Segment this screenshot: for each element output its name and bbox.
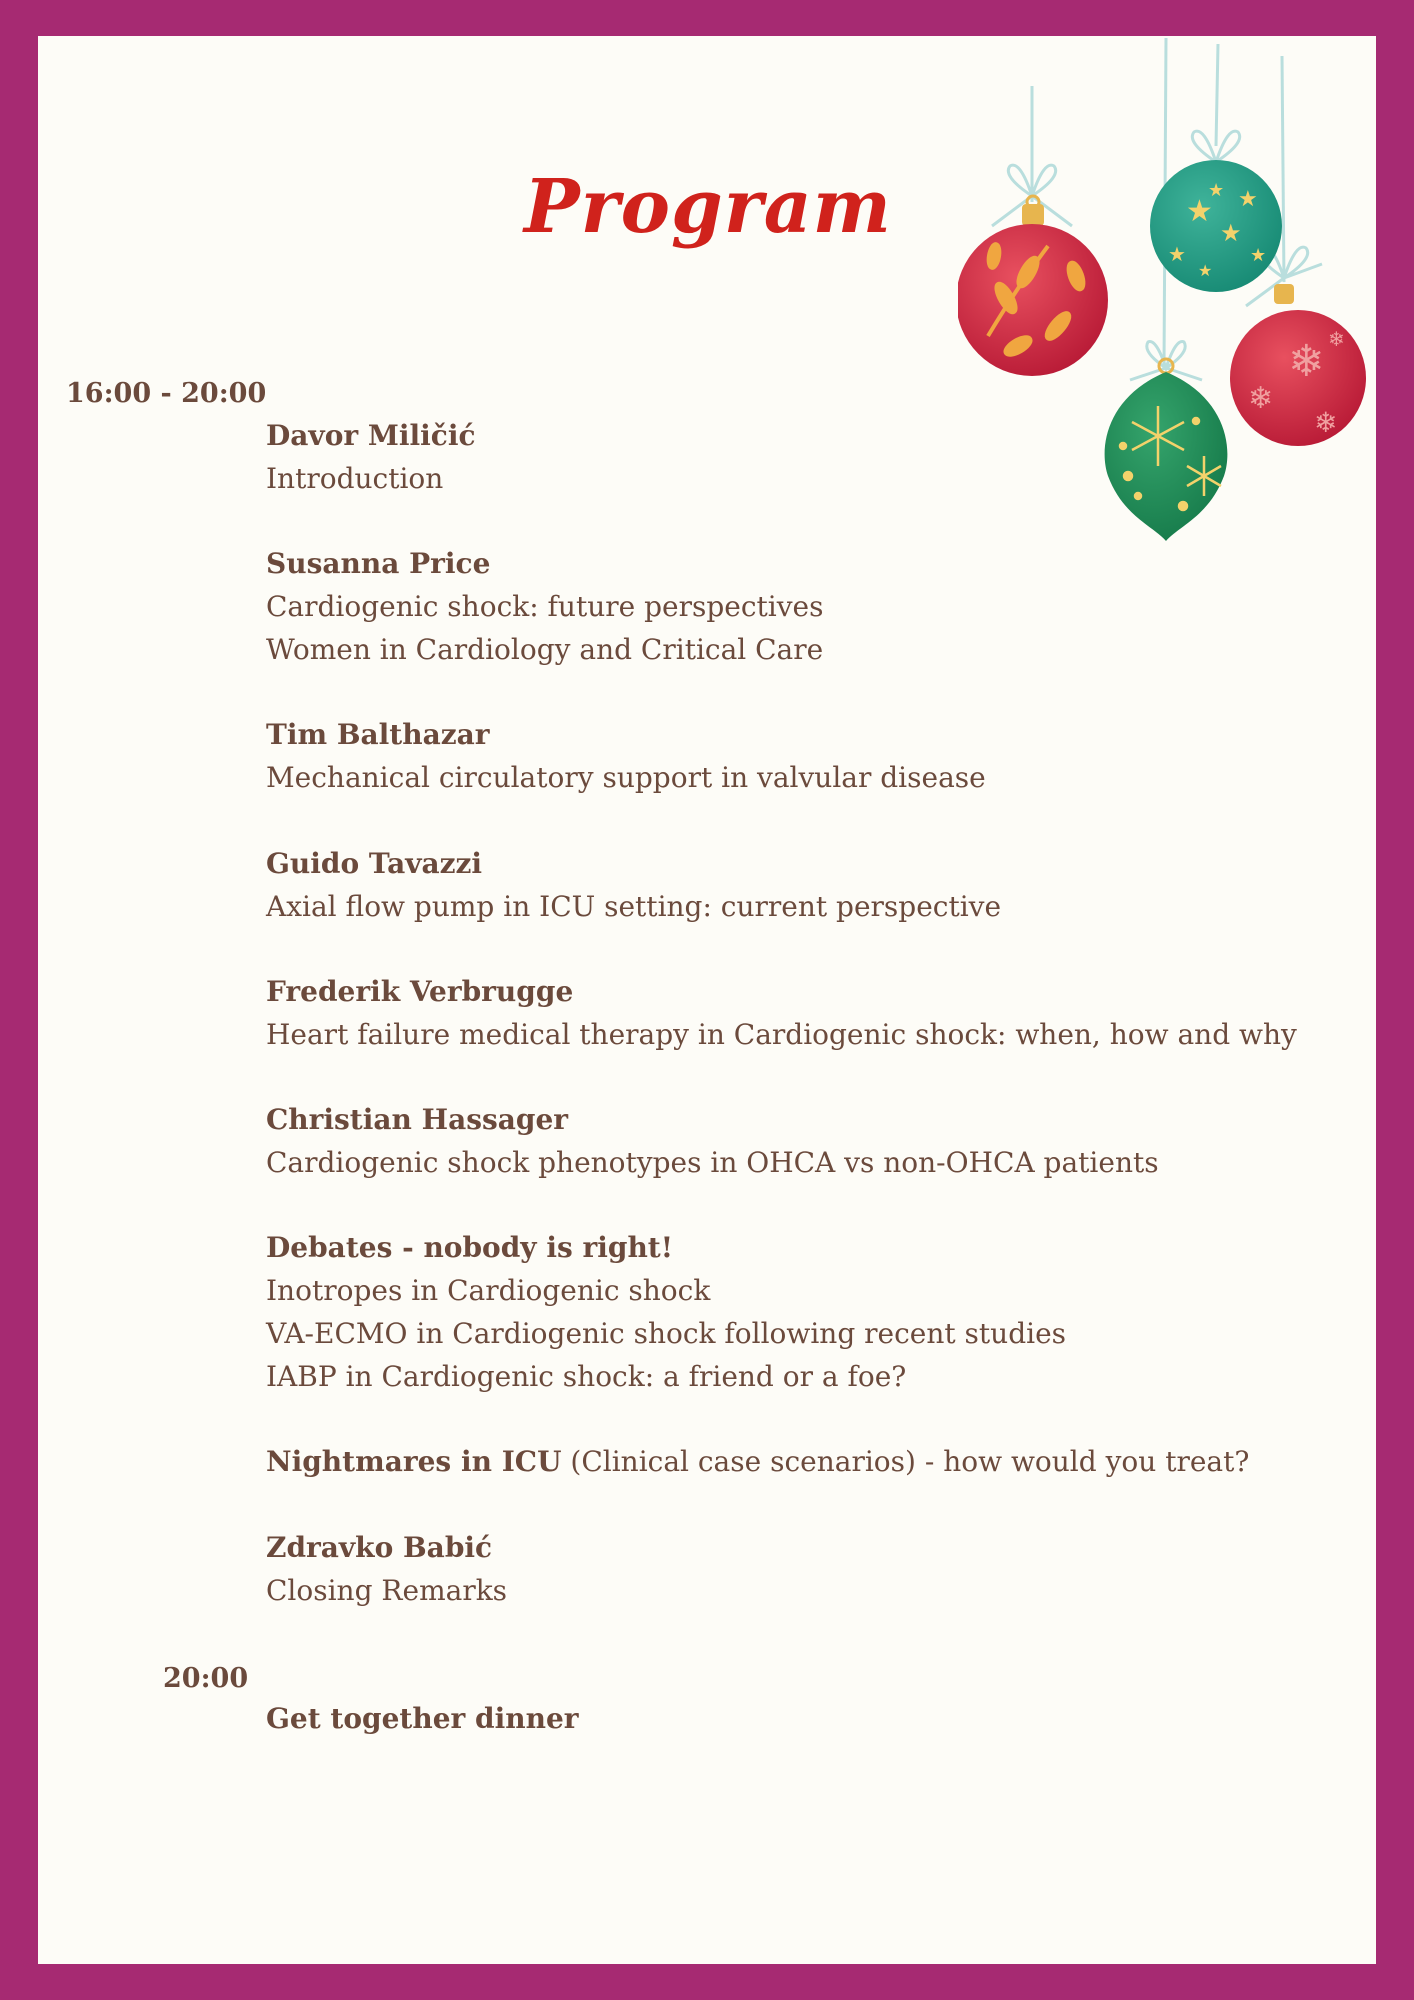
svg-text:★: ★ (1238, 187, 1258, 212)
svg-text:★: ★ (1250, 245, 1267, 266)
session-item (266, 1226, 1346, 1398)
dinner-label: Get together dinner (266, 1702, 579, 1735)
christmas-ornament-icon (1150, 160, 1282, 292)
talk-topic: Heart failure medical therapy in Cardiogenic shock: when, how and why (266, 1018, 1297, 1051)
session-item (266, 1526, 1346, 1612)
talk-topic: Inotropes in Cardiogenic shock (266, 1274, 711, 1307)
svg-text:❄: ❄ (1314, 406, 1338, 439)
session-item (266, 970, 1346, 1056)
svg-text:❄: ❄ (1288, 336, 1325, 387)
talk-topic: VA-ECMO in Cardiogenic shock following recent studies (266, 1317, 1067, 1350)
svg-text:★: ★ (1198, 261, 1213, 280)
session-heading: Debates - nobody is right! (266, 1231, 674, 1264)
dinner-time: 20:00 (163, 1663, 249, 1694)
talk-topic: Closing Remarks (266, 1574, 508, 1607)
talk-topic: Mechanical circulatory support in valvular disease (266, 761, 986, 794)
svg-text:★: ★ (1220, 219, 1242, 247)
svg-text:★: ★ (1168, 242, 1186, 266)
session-item (266, 842, 1346, 928)
session-item (266, 414, 1346, 500)
start-time: 16:00 - 20:00 (66, 378, 267, 409)
speaker-name: Susanna Price (266, 547, 491, 580)
session-item (266, 713, 1346, 799)
talk-topic: Introduction (266, 462, 444, 495)
session-item (266, 1440, 1346, 1483)
talk-topic: IABP in Cardiogenic shock: a friend or a foe? (266, 1360, 907, 1393)
svg-text:❄: ❄ (1328, 327, 1345, 351)
program-page (38, 36, 1376, 1964)
christmas-ornament-icon (958, 196, 1108, 376)
svg-text:❄: ❄ (1248, 381, 1274, 416)
session-heading: Nightmares in ICU (266, 1445, 562, 1478)
svg-text:★: ★ (1186, 194, 1213, 229)
speaker-name: Tim Balthazar (266, 718, 490, 751)
speaker-name: Zdravko Babić (266, 1531, 493, 1564)
session-item (266, 1098, 1346, 1184)
speaker-name: Frederik Verbrugge (266, 975, 574, 1008)
talk-topic: Women in Cardiology and Critical Care (266, 633, 824, 666)
page-title: Program (524, 164, 892, 250)
speaker-name: Christian Hassager (266, 1103, 569, 1136)
talk-topic: Cardiogenic shock: future perspectives (266, 590, 824, 623)
speaker-name: Davor Miličić (266, 419, 476, 452)
speaker-name: Guido Tavazzi (266, 847, 483, 880)
talk-topic: Axial flow pump in ICU setting: current perspective (266, 890, 1002, 923)
session-note: (Clinical case scenarios) - how would you treat? (561, 1445, 1250, 1478)
dinner-item (266, 1697, 1346, 1740)
talk-topic: Cardiogenic shock phenotypes in OHCA vs non-OHCA patients (266, 1146, 1159, 1179)
svg-text:★: ★ (1208, 180, 1225, 201)
session-item (266, 542, 1346, 671)
